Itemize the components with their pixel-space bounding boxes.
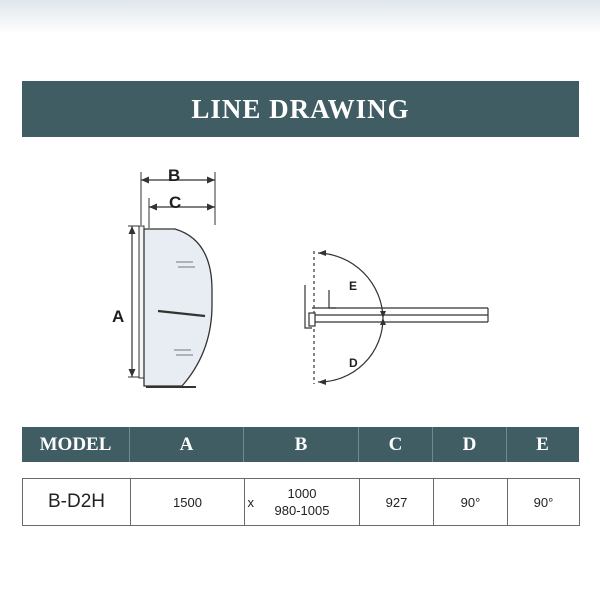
label-e: E xyxy=(349,279,358,293)
label-d: D xyxy=(349,356,358,370)
cell-b-line2: 980-1005 xyxy=(274,503,330,518)
cell-d: 90° xyxy=(434,479,508,525)
label-c: C xyxy=(169,193,182,212)
banner-title: LINE DRAWING xyxy=(191,93,410,124)
label-b: B xyxy=(168,166,181,185)
spec-table-row xyxy=(22,478,580,526)
header-b: B xyxy=(244,427,359,462)
cell-c: 927 xyxy=(360,479,434,525)
header-a: A xyxy=(130,427,244,462)
cell-b-line1: 1000 xyxy=(287,486,317,501)
cell-e: 90° xyxy=(533,494,554,510)
cell-a-value: 1500 xyxy=(173,494,202,510)
header-e: E xyxy=(536,433,549,455)
header-banner xyxy=(22,81,579,137)
header-model: MODEL xyxy=(22,427,130,462)
top-view xyxy=(305,250,488,385)
header-c: C xyxy=(359,427,433,462)
cell-model: B-D2H xyxy=(23,479,131,525)
header-d: D xyxy=(433,427,507,462)
line-drawing xyxy=(0,150,600,410)
cell-a xyxy=(131,479,254,525)
label-a: A xyxy=(112,307,125,326)
top-fade xyxy=(0,0,600,34)
times-separator: x xyxy=(247,494,254,510)
cell-b xyxy=(245,479,360,525)
spec-table-header xyxy=(22,427,579,462)
